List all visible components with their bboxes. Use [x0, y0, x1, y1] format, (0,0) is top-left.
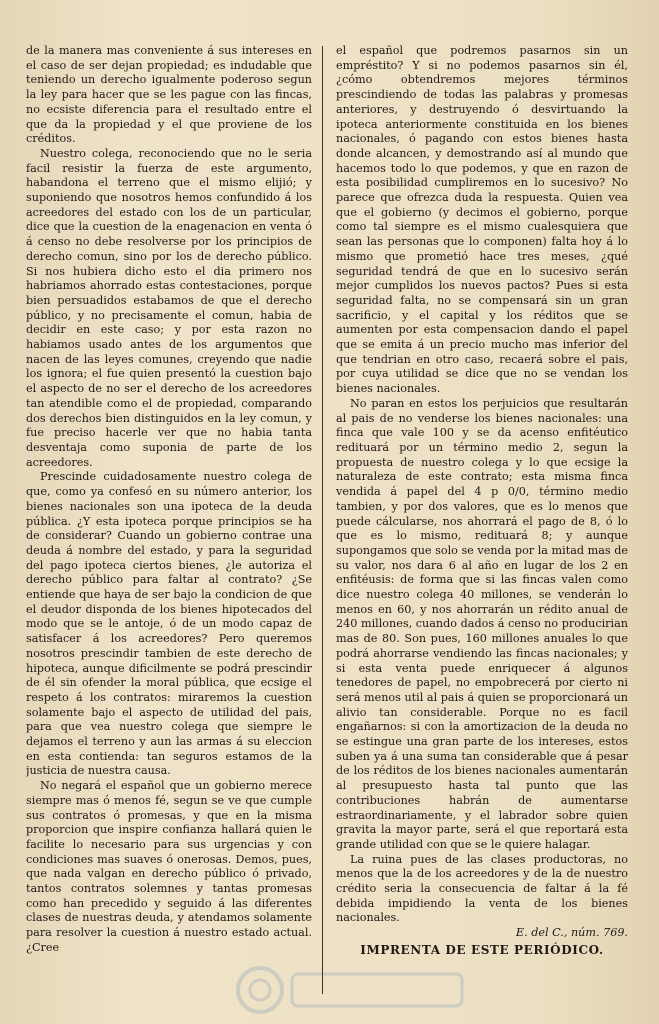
left-column: [26, 44, 312, 988]
paragraph: Nuestro colega, reconociendo que no le seria facil resistir la fuerza de este argumento, habandona el terreno que el mismo elijió; y suponiendo que nosotros hemos confundido á los acreedores del estado con los de un particular, dice que la cuestion de la enagenacion en venta ó á censo no debe resolverse por los principios de derecho comun, sino por los de derecho público. Si nos hubiera dicho esto el dia primero nos habriamos ahorrado estas contestaciones, porque bien persuadidos estabamos de que el derecho público, y no precisamente el comun, habia de decidir en este caso; y por esta razon no habiamos usado antes de los argumentos que nacen de las leyes comunes, creyendo que nadie los ignora; el fue quien presentó la cuestion bajo el aspecto de no ser el derecho de los acreedores tan atendible como el de propiedad, comparando dos derechos bien distinguidos en la ley comun, y fue preciso hacerle ver que no habia tanta desventaja como suponia de parte de los acreedores.: [26, 146, 312, 469]
column-divider: [322, 46, 323, 994]
imprint-line: IMPRENTA DE ESTE PERIÓDICO.: [360, 942, 604, 957]
paragraph: el español que podremos pasarnos sin un empréstito? Y si no podemos pasarnos sin él, ¿cómo obtendremos mejores términos prescindiendo de todas las palabras y promesas anteriores, y destruyendo ó desvirtuando la ipoteca anteriormente constituida en los bienes nacionales, ó pagando con estos bienes hasta donde alcancen, y demostrando así al mundo que hacemos todo lo que podemos, y que en razon de esta posibilidad cumpliremos en lo sucesivo? No parece que ofrezca duda la respuesta. Quien vea que el gobierno (y decimos el gobierno, porque como tal siempre es el mismo cualesquiera que sean las personas que lo componen) falta hoy á lo mismo que prometió hace tres meses, ¿qué seguridad tendrá de que en lo sucesivo serán mejor cumplidos los nuevos pactos? Pues si esta seguridad falta, no se compensará sin un gran sacrificio, y el capital y los réditos que se aumenten por esta compensacion dando el papel que se emita á un precio mucho mas inferior del que tendrian en otro caso, recaerá sobre el pais, por cuya utilidad se dice que no se vendan los bienes nacionales.: [336, 44, 628, 396]
paragraph: La ruina pues de las clases productoras, no menos que la de los acreedores y de la de nuestro crédito seria la consecuencia de faltar á la fé debida impidiendo la venta de los bienes nacionales.: [336, 852, 628, 925]
paragraph: Prescinde cuidadosamente nuestro colega de que, como ya confesó en su número anterior, los bienes nacionales son una ipoteca de la deuda pública. ¿Y esta ipoteca porque principios se ha de considerar? Cuando un gobierno contrae una deuda á nombre del estado, y para la seguridad del pago ipoteca ciertos bienes, ¿le autoriza el derecho público para faltar al contrato? ¿Se entiende que haya de ser bajo la condicion de que el deudor disponda de los bienes hipotecados del modo que se le antoje, ó de un modo capaz de satisfacer á los acreedores? Pero queremos nosotros prescindir tambien de este derecho de hipoteca, aunque dificilmente se podrá prescindir de él sin ofender la moral pública, que ecsige el respeto á los contratos: miraremos la cuestion solamente bajo el aspecto de utilidad del pais, para que vea nuestro colega que siempre le dejamos el terreno y aun las armas á su eleccion en esta contienda: tan seguros estamos de la justicia de nuestra causa.: [26, 470, 312, 778]
right-column: [336, 44, 628, 988]
paragraph: No negará el español que un gobierno merece siempre mas ó menos fé, segun se ve que cumple sus contratos ó promesas, y que en la misma proporcion que inspire confianza hallará quien le facilite lo necesario para sus urgencias y con condiciones mas suaves ó onerosas. Demos, pues, que nada valgan en derecho público ó privado, tantos contratos solemnes y tantas promesas como han precedido y seguido á las diferentes clases de nuestras deuda, y atendamos solamente para resolver la cuestion á nuestro estado actual. ¿Cree: [26, 779, 312, 954]
paragraph: No paran en estos los perjuicios que resultarán al pais de no venderse los bienes nacionales: una finca que vale 100 y se da acenso enfitéutico redituará por un término medio 2, segun la propuesta de nuestro colega y lo que ecsige la naturaleza de este contrato; esta misma finca vendida á papel del 4 p 0/0, término medio tambien, y por dos valores, que es lo menos que puede cálcularse, nos ahorrará el pago de 8, ó lo que es lo mismo, redituará 8; y aunque supongamos que solo se venda por la mitad mas de su valor, nos dara 6 al año en lugar de los 2 en enfitéusis: de forma que si las fincas valen como dice nuestro colega 40 millones, se venderán lo menos en 60, y nos ahorrarán un rédito anual de 240 millones, cuando dados á censo no producirian mas de 80. Son pues, 160 millones anuales lo que podrá ahorrarse vendiendo las fincas nacionales; y si esta venta puede enriquecer á algunos tenedores de papel, no empobrecerá por cierto ni será menos util al pais á quien se proporcionará un alivio tan considerable. Porque no es facil engañarnos: si con la amortizacion de la deuda no se estingue una gran parte de los intereses, estos suben ya á una suma tan considerable que á pesar de los réditos de los bienes nacionales aumentarán al presupuesto hasta tal punto que las contribuciones habrán de aumentarse estraordinariamente, y el labrador sobre quien gravita la mayor parte, será el que reportará esta grande utilidad con que se le quiere halagar.: [336, 396, 628, 851]
source-signature: E. del C., núm. 769.: [515, 926, 628, 940]
paragraph: de la manera mas conveniente á sus intereses en el caso de ser dejan propiedad; es indudable que teniendo un derecho igualmente poderoso segun la ley para hacer que se les pague con las fincas, no ecsiste diferencia para el resultado entre el que da la propiedad y el que proviene de los créditos.: [26, 44, 312, 146]
library-watermark-icon: [230, 960, 470, 1020]
